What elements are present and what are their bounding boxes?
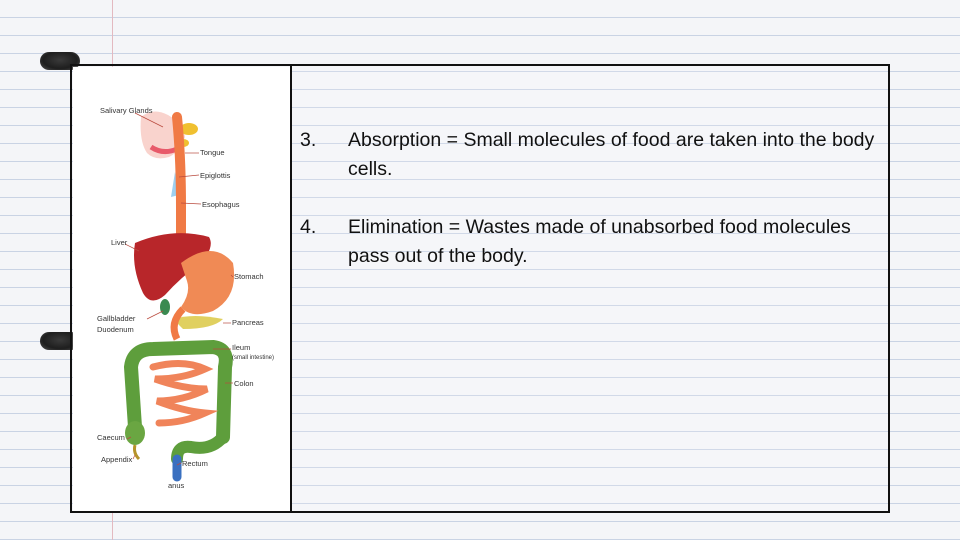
label-esophagus: Esophagus (202, 200, 240, 209)
caecum-shape (125, 421, 145, 445)
appendix-shape (135, 445, 140, 459)
item-number: 3. (300, 129, 317, 151)
stomach-shape (181, 251, 234, 314)
label-ileum-sub: (small intestine) (232, 355, 275, 361)
label-appendix: Appendix (101, 455, 133, 464)
sigmoid-colon-shape (177, 437, 223, 459)
digestive-system-diagram (73, 67, 290, 511)
label-rectum: Rectum (182, 459, 208, 468)
small-intestine-shape (153, 363, 207, 423)
label-pancreas: Pancreas (232, 318, 264, 327)
label-duodenum: Duodenum (97, 325, 134, 334)
label-colon: Colon (234, 379, 254, 388)
label-anus: anus (168, 481, 185, 490)
label-ileum: Ileum (232, 343, 251, 352)
gallbladder-shape (160, 299, 170, 315)
label-caecum: Caecum (97, 433, 125, 442)
item-number: 4. (300, 216, 317, 238)
label-gallbladder: Gallbladder (97, 314, 136, 323)
list-item-absorption (300, 126, 880, 186)
pancreas-shape (173, 316, 223, 329)
label-stomach: Stomach (234, 272, 264, 281)
head-organs-illustration (141, 111, 198, 197)
label-tongue: Tongue (200, 148, 225, 157)
table-column-divider (290, 64, 292, 513)
item-text: Absorption = Small molecules of food are taken into the body cells. (348, 129, 875, 180)
list-item-elimination (300, 213, 880, 273)
item-text: Elimination = Wastes made of unabsorbed food molecules pass out of the body. (348, 216, 851, 267)
label-liver: Liver (111, 238, 128, 247)
label-salivary-glands: Salivary Glands (100, 106, 153, 115)
label-epiglottis: Epiglottis (200, 171, 231, 180)
